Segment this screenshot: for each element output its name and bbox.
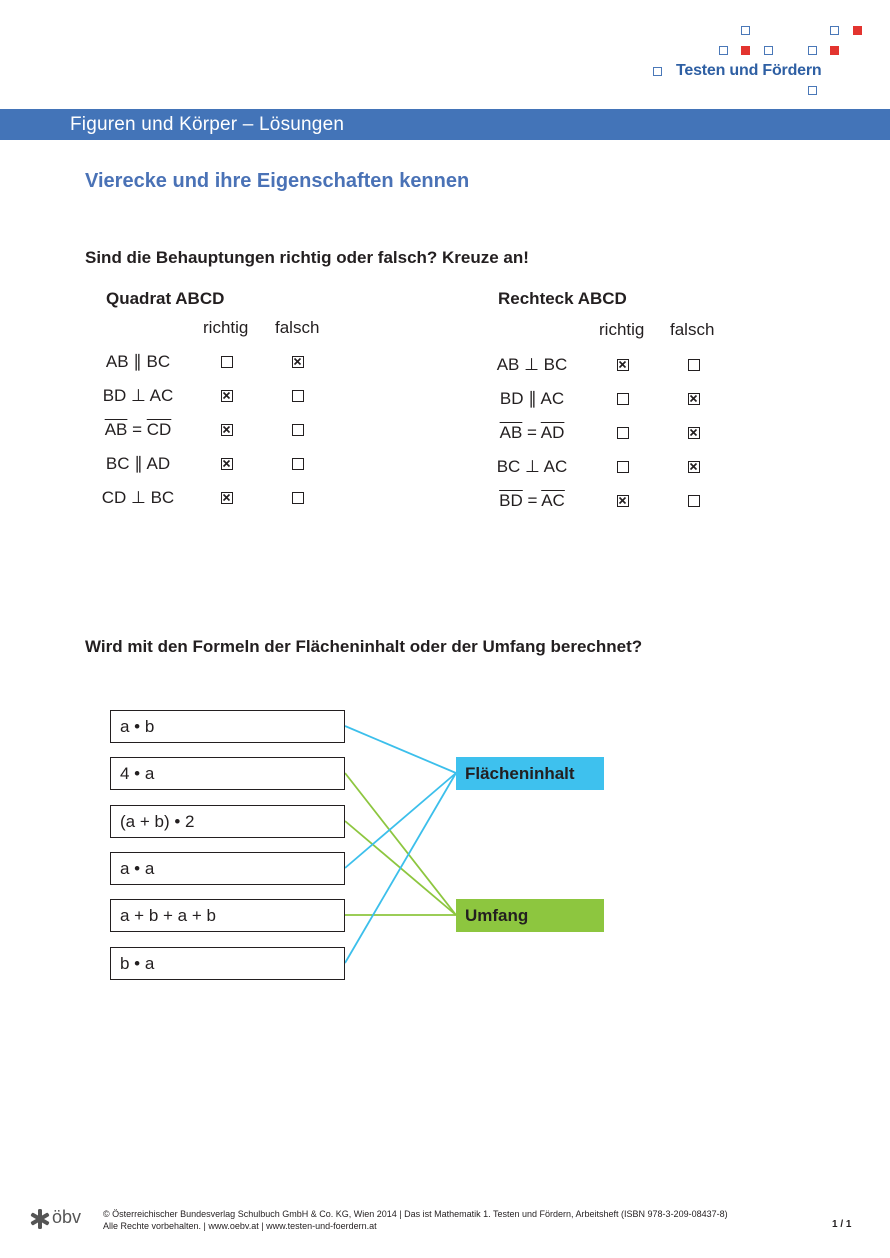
- footer-rights: Alle Rechte vorbehalten. | www.oebv.at | www.testen-und-foerdern.at: [103, 1221, 377, 1231]
- checkbox-richtig[interactable]: [617, 461, 629, 473]
- question-2: Wird mit den Formeln der Flächeninhalt oder der Umfang berechnet?: [85, 637, 643, 656]
- logo-square: [719, 46, 728, 55]
- column-header-falsch: falsch: [275, 318, 320, 337]
- formula-box[interactable]: 4 • a: [110, 757, 345, 790]
- checkbox-falsch[interactable]: [292, 424, 304, 436]
- statement-segment-b: BC: [146, 352, 171, 371]
- statement-operator: ⊥: [126, 386, 150, 405]
- statement-segment-b: AC: [543, 457, 568, 476]
- logo-square: [741, 46, 750, 55]
- target-flaecheninhalt[interactable]: Flächeninhalt: [456, 757, 604, 790]
- connection-line: [345, 773, 456, 915]
- cross-mark-icon: [618, 360, 627, 369]
- statement-segment-a: AB: [496, 355, 520, 374]
- cross-mark-icon: [222, 493, 231, 502]
- statement-segment-b: $\overline{CD}$: [146, 420, 172, 439]
- checkbox-falsch[interactable]: [688, 359, 700, 371]
- statement-segment-a: $\overline{BD}$: [499, 491, 523, 510]
- logo-square: [764, 46, 773, 55]
- checkbox-falsch[interactable]: [688, 393, 700, 405]
- statement-segment-b: AC: [149, 386, 174, 405]
- logo-square: [808, 46, 817, 55]
- checkbox-richtig[interactable]: [617, 427, 629, 439]
- statement: [477, 423, 587, 443]
- checkbox-richtig[interactable]: [221, 424, 233, 436]
- statement-segment-a: BD: [499, 389, 524, 408]
- statement-segment-b: BC: [543, 355, 568, 374]
- testen-und-foerdern-logo: [640, 18, 880, 100]
- cross-mark-icon: [689, 462, 698, 471]
- statement: [83, 488, 193, 508]
- section-subtitle: Vierecke und ihre Eigenschaften kennen: [85, 170, 470, 192]
- statement: [477, 491, 587, 511]
- cross-mark-icon: [689, 428, 698, 437]
- statement-segment-b: $\overline{AC}$: [541, 491, 565, 510]
- statement: [477, 355, 587, 375]
- statement-segment-b: AC: [540, 389, 565, 408]
- formula-box[interactable]: b • a: [110, 947, 345, 980]
- cross-mark-icon: [222, 391, 231, 400]
- cross-mark-icon: [222, 425, 231, 434]
- logo-square: [741, 26, 750, 35]
- connection-line: [345, 726, 456, 773]
- logo-square: [830, 46, 839, 55]
- statement-operator: ∥: [128, 352, 147, 371]
- oebv-logo-text: öbv: [52, 1207, 82, 1227]
- statement-segment-a: BC: [496, 457, 521, 476]
- statement: [477, 389, 587, 409]
- checkbox-richtig[interactable]: [617, 359, 629, 371]
- statement-operator: =: [522, 423, 541, 442]
- logo-square: [653, 67, 662, 76]
- cross-mark-icon: [293, 357, 302, 366]
- statement: [477, 457, 587, 477]
- checkbox-falsch[interactable]: [688, 495, 700, 507]
- statement-segment-b: BC: [150, 488, 175, 507]
- cross-mark-icon: [689, 394, 698, 403]
- footer-copyright: © Österreichischer Bundesverlag Schulbuch GmbH & Co. KG, Wien 2014 | Das ist Mathematik 1. Testen und Fördern, Arbeitsheft (ISBN 978-3-209-08437-8): [103, 1209, 728, 1219]
- checkbox-falsch[interactable]: [292, 356, 304, 368]
- statement-segment-a: $\overline{AB}$: [499, 423, 523, 442]
- checkbox-richtig[interactable]: [221, 356, 233, 368]
- formula-box[interactable]: a + b + a + b: [110, 899, 345, 932]
- checkbox-richtig[interactable]: [221, 492, 233, 504]
- logo-text: Testen und Fördern: [676, 62, 822, 79]
- statement-segment-b: $\overline{AD}$: [540, 423, 565, 442]
- oebv-star-icon: [30, 1209, 50, 1229]
- target-umfang[interactable]: Umfang: [456, 899, 604, 932]
- checkbox-richtig[interactable]: [221, 390, 233, 402]
- checkbox-richtig[interactable]: [617, 495, 629, 507]
- statement-segment-a: AB: [105, 352, 129, 371]
- cross-mark-icon: [618, 496, 627, 505]
- formula-box[interactable]: a • a: [110, 852, 345, 885]
- oebv-logo: [30, 1208, 90, 1230]
- connection-line: [345, 773, 456, 963]
- logo-square: [853, 26, 862, 35]
- statement-operator: =: [127, 420, 147, 439]
- statement-operator: ⊥: [520, 457, 544, 476]
- page-number: 1 / 1: [832, 1219, 852, 1230]
- statement-operator: =: [522, 491, 542, 510]
- checkbox-falsch[interactable]: [292, 458, 304, 470]
- cross-mark-icon: [222, 459, 231, 468]
- logo-square: [830, 26, 839, 35]
- checkbox-richtig[interactable]: [221, 458, 233, 470]
- column-header-richtig: richtig: [599, 320, 645, 339]
- page-title: Figuren und Körper – Lösungen: [70, 114, 345, 135]
- checkbox-falsch[interactable]: [688, 461, 700, 473]
- statement: [83, 454, 193, 474]
- checkbox-richtig[interactable]: [617, 393, 629, 405]
- connection-line: [345, 773, 456, 868]
- statement-segment-a: $\overline{AB}$: [104, 420, 128, 439]
- formula-box[interactable]: a • b: [110, 710, 345, 743]
- statement-segment-a: BC: [105, 454, 130, 473]
- statement-segment-a: BD: [102, 386, 127, 405]
- logo-square: [808, 86, 817, 95]
- checkbox-falsch[interactable]: [688, 427, 700, 439]
- statement: [83, 386, 193, 406]
- checkbox-falsch[interactable]: [292, 390, 304, 402]
- statement-segment-a: CD: [101, 488, 127, 507]
- statement-operator: ∥: [129, 454, 147, 473]
- statement-segment-b: AD: [146, 454, 171, 473]
- statement-operator: ⊥: [126, 488, 151, 507]
- connection-line: [345, 821, 456, 915]
- statement-operator: ⊥: [519, 355, 544, 374]
- table-title: Quadrat ABCD: [106, 289, 225, 308]
- statement-operator: ∥: [523, 389, 541, 408]
- question-1: Sind die Behauptungen richtig oder falsch? Kreuze an!: [85, 248, 529, 267]
- statement: [83, 352, 193, 372]
- formula-box[interactable]: (a + b) • 2: [110, 805, 345, 838]
- table-title: Rechteck ABCD: [498, 289, 627, 308]
- column-header-richtig: richtig: [203, 318, 249, 337]
- checkbox-falsch[interactable]: [292, 492, 304, 504]
- column-header-falsch: falsch: [670, 320, 715, 339]
- statement: [83, 420, 193, 440]
